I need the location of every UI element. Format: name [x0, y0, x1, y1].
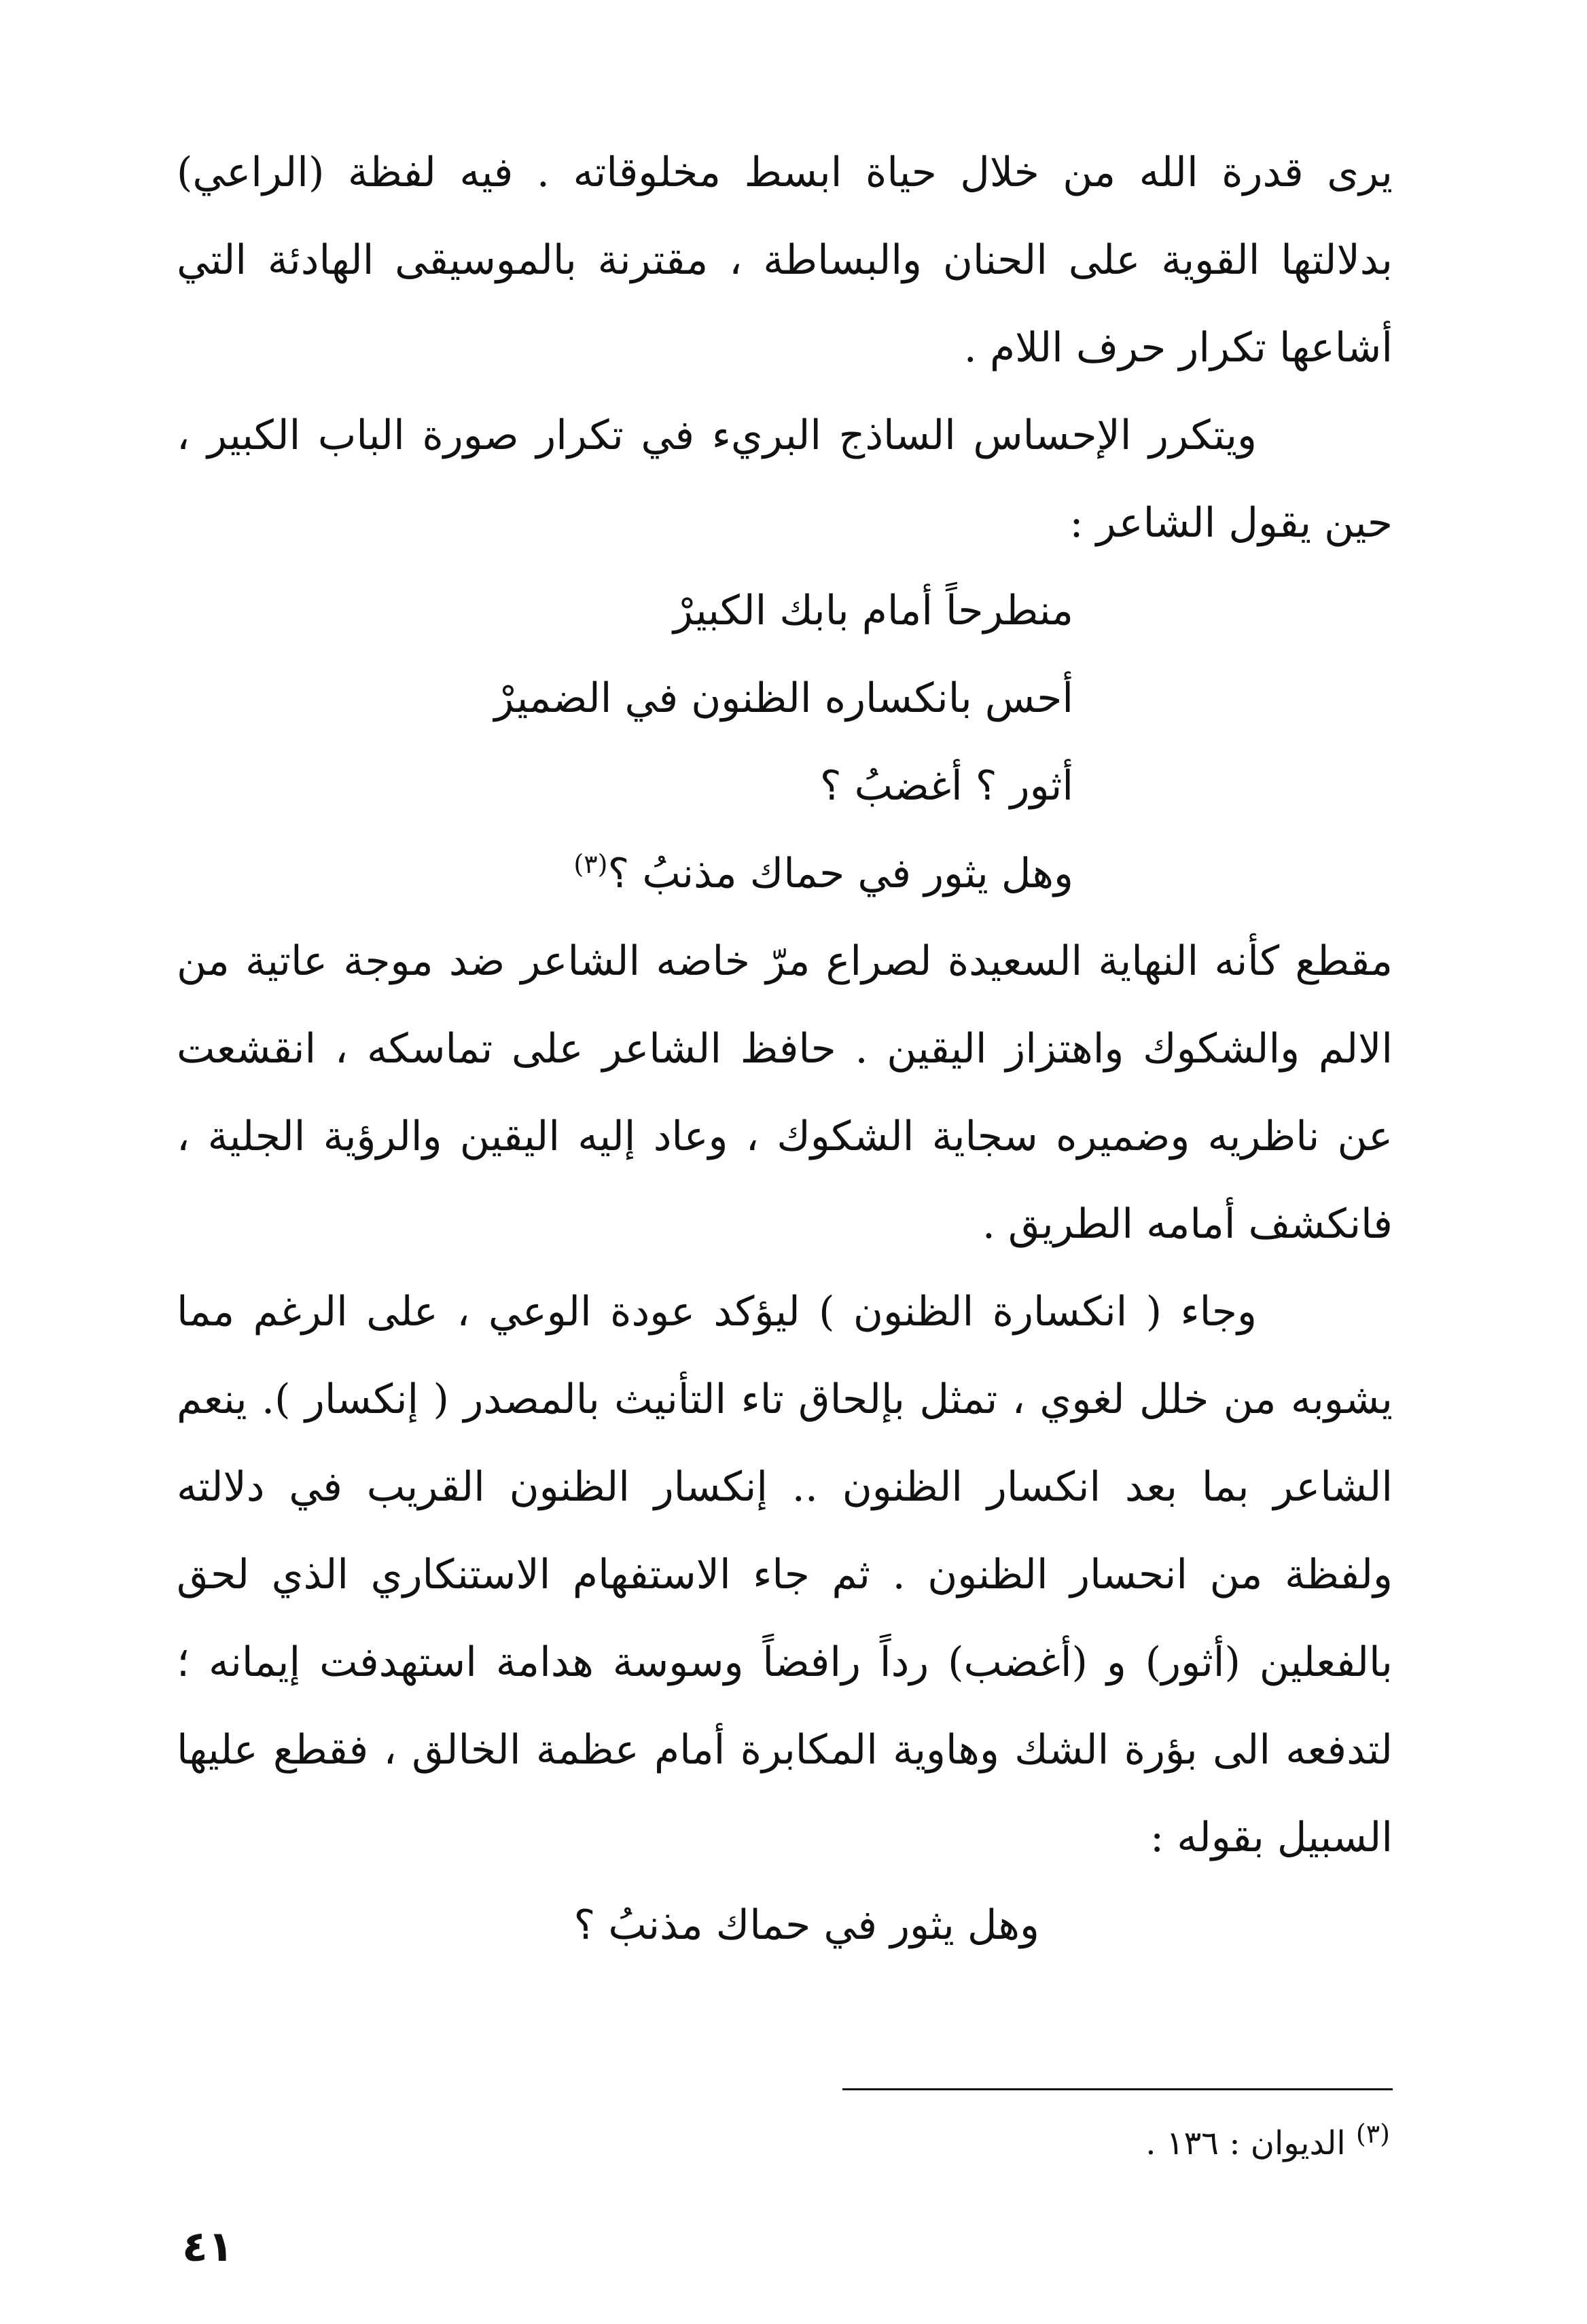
poem-excerpt-1 [177, 567, 1393, 918]
footnote-text: الديوان : ١٣٦ . [1145, 2124, 1346, 2162]
footnote-separator [842, 2088, 1393, 2090]
verse-line-4-text: وهل يثور في حماك مذنبُ ؟ [607, 850, 1073, 897]
verse-line-5: وهل يثور في حماك مذنبُ ؟ [573, 1901, 1039, 1949]
paragraph-1: يرى قدرة الله من خلال حياة ابسط مخلوقاته . فيه لفظة (الراعي) بدلالتها القوية على الحنان والبساطة ، مقترنة بالموسيقى الهادئة التي أشاعها تكرار حرف اللام . [177, 149, 1393, 372]
paragraph-3: مقطع كأنه النهاية السعيدة لصراع مرّ خاضه الشاعر ضد موجة عاتية من الالم والشكوك واهتزاز اليقين . حافظ الشاعر على تماسكه ، انقشعت عن ناظريه وضميره سجاية الشكوك ، وعاد إليه اليقين والرؤية الجلية ، فانكشف أمامه الطريق . [177, 937, 1393, 1248]
verse-line-2: أحس بانكساره الظنون في الضميرْ [494, 675, 1073, 722]
verse-line-1: منطرحاً أمام بابك الكبيرْ [673, 587, 1073, 634]
paragraph-4: وجاء ( انكسارة الظنون ) ليؤكد عودة الوعي ، على الرغم مما يشوبه من خلل لغوي ، تمثل بإلحاق تاء التأنيث بالمصدر ( إنكسار ). ينعم الشاعر بما بعد انكسار الظنون .. إنكسار الظنون القريب في دلالته ولفظة من انحسار الظنون . ثم جاء الاستفهام الاستنكاري الذي لحق بالفعلين (أثور) و (أغضب) رداً رافضاً وسوسة هدامة استهدفت إيمانه ؛ لتدفعه الى بؤرة الشك وهاوية المكابرة أمام عظمة الخالق ، فقطع عليها السبيل بقوله : [177, 1288, 1393, 1861]
paragraph-2: ويتكرر الإحساس الساذج البريء في تكرار صورة الباب الكبير ، حين يقول الشاعر : [177, 412, 1393, 547]
document-body [177, 129, 1393, 1969]
footnote [1145, 2120, 1390, 2167]
page-number: ٤١ [182, 2221, 234, 2271]
verse-line-3: أثور ؟ أغضبُ ؟ [819, 762, 1073, 810]
footnote-marker: (٣) [1355, 2119, 1390, 2149]
footnote-reference: (٣) [573, 849, 608, 879]
verse-line-4 [177, 830, 1393, 918]
